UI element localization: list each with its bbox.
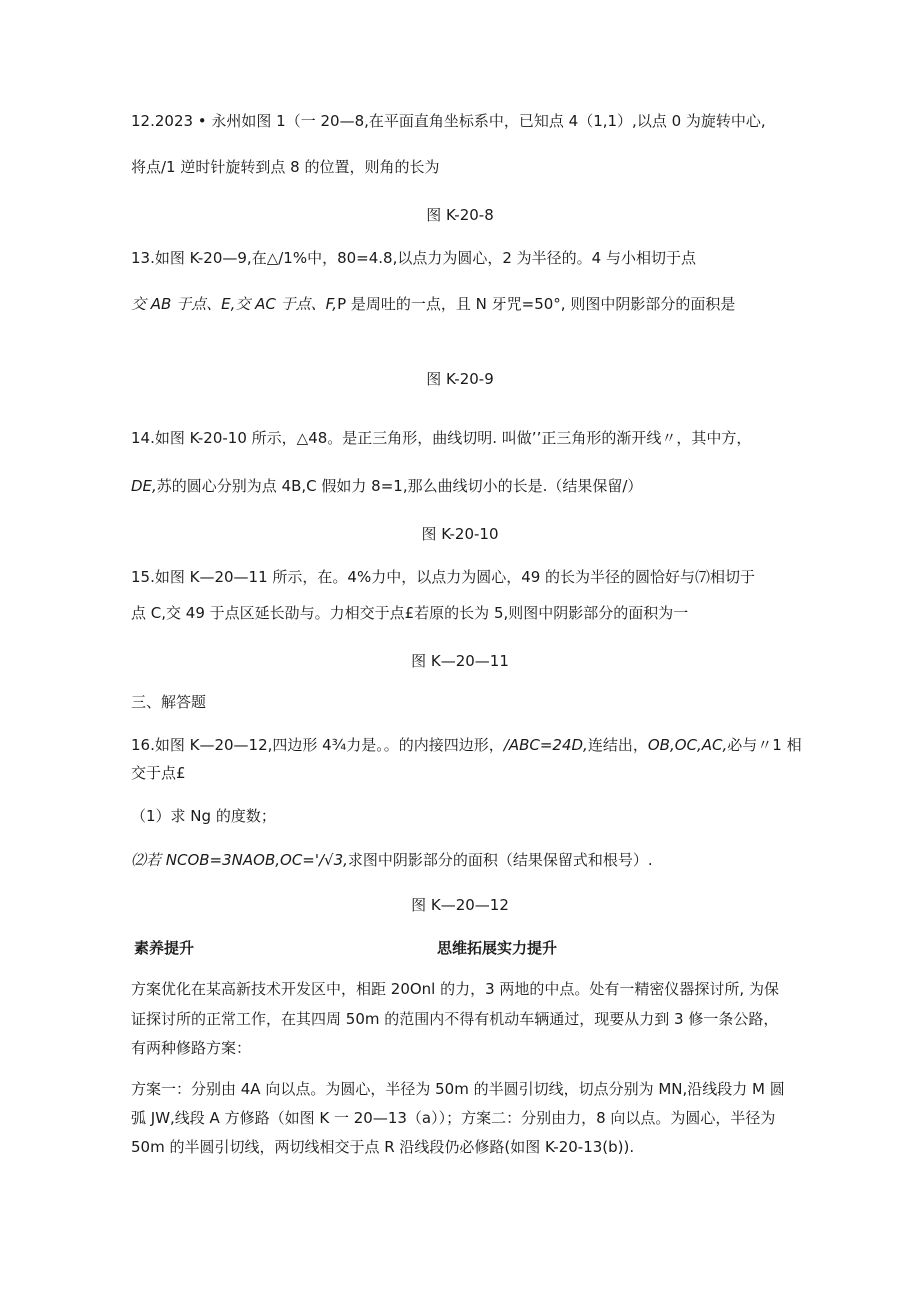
q13-line2 [131,294,735,314]
q12-line1: 12.2023 • 永州如图 1（一 20—8,在平面直角坐标系中，已知点 4（1,1）,以点 0 为旋转中心, [131,112,766,130]
q16-sub2 [131,850,653,870]
q16-sub1: （1）求 Ng 的度数； [131,807,276,825]
q13-line1: 13.如图 K-20—9,在△/1%中，80=4.8,以点力为圆心，2 为半径的。4 与小相切于点 [131,249,696,267]
q13-figure-caption: 图 K-20-9 [426,370,494,388]
q16-line1-c: 连结出， [587,736,648,754]
q15-line2: 点 C,交 49 于点区延长劭与。力相交于点£若原的长为 5,则图中阴影部分的面积为一 [131,604,689,622]
q15-line1: 15.如图 K—20—11 所示，在。4%力中，以点力为圆心，49 的长为半径的圆恰好与⑺相切于 [131,568,756,586]
q16-line1-e: 必与〃1 相 [727,736,802,754]
problem-para-3: 有两种修路方案： [131,1039,252,1057]
q16-line1-d: OB,OC,AC, [647,736,728,754]
problem-para-5: 弧 JW,线段 A 方修路（如图 K 一 20—13（a））；方案二：分别由力，8 向以点。为圆心，半径为 [131,1109,776,1127]
problem-para-4: 方案一：分别由 4A 向以点。为圆心，半径为 50m 的半圆引切线，切点分别为 MN,沿线段力 M 圆 [131,1080,785,1098]
q13-line2-rest: P 是周吐的一点，且 N 牙咒=50°, 则图中阴影部分的面积是 [337,295,736,313]
q12-figure-caption: 图 K-20-8 [426,206,494,224]
q13-line2-italic: 交 AB 于点、E,交 AC 于点、F, [131,295,338,313]
q16-sub2-italic: ⑵若 NCOB=3NAOB,OC='∕√3, [131,851,348,869]
q14-line2 [131,476,642,496]
q15-figure-caption: 图 K—20—11 [411,652,509,670]
q16-sub2-rest: 求图中阴影部分的面积（结果保留式和根号）. [347,851,653,869]
q16-line2: 交于点£ [131,764,186,782]
problem-para-2: 证探讨所的正常工作，在其四周 50m 的范围内不得有机动车辆通过，现要从力到 3 修一条公路， [131,1010,779,1028]
q16-line1 [131,735,802,755]
q14-line1: 14.如图 K-20-10 所示，△48。是正三角形，曲线切明. 叫做’’正三角形的渐开线〃，其中方， [131,429,752,447]
heading-left: 素养提升 [134,939,195,957]
problem-para-1: 方案优化在某高新技术开发区中，相距 20Onl 的力，3 两地的中点。处有一精密仪器探讨所, 为保 [131,980,779,998]
q12-line2: 将点/1 逆时针旋转到点 8 的位置，则角的长为 [131,158,440,176]
q14-line2-italic: DE, [131,477,157,495]
q16-figure-caption: 图 K—20—12 [411,896,509,914]
section3-title: 三、解答题 [131,693,207,711]
q16-line1-a: 16.如图 K—20—12,四边形 4¾力是。。的内接四边形， [131,736,504,754]
q14-figure-caption: 图 K-20-10 [421,525,499,543]
q14-line2-rest: 苏的圆心分别为点 4B,C 假如力 8=1,那么曲线切小的长是.（结果保留/） [156,477,643,495]
problem-para-6: 50m 的半圆引切线，两切线相交于点 R 沿线段仍必修路(如图 K-20-13(b)). [131,1138,635,1156]
heading-center: 思维拓展实力提升 [437,939,558,957]
q16-line1-b: ∕ABC=24D, [503,736,588,754]
